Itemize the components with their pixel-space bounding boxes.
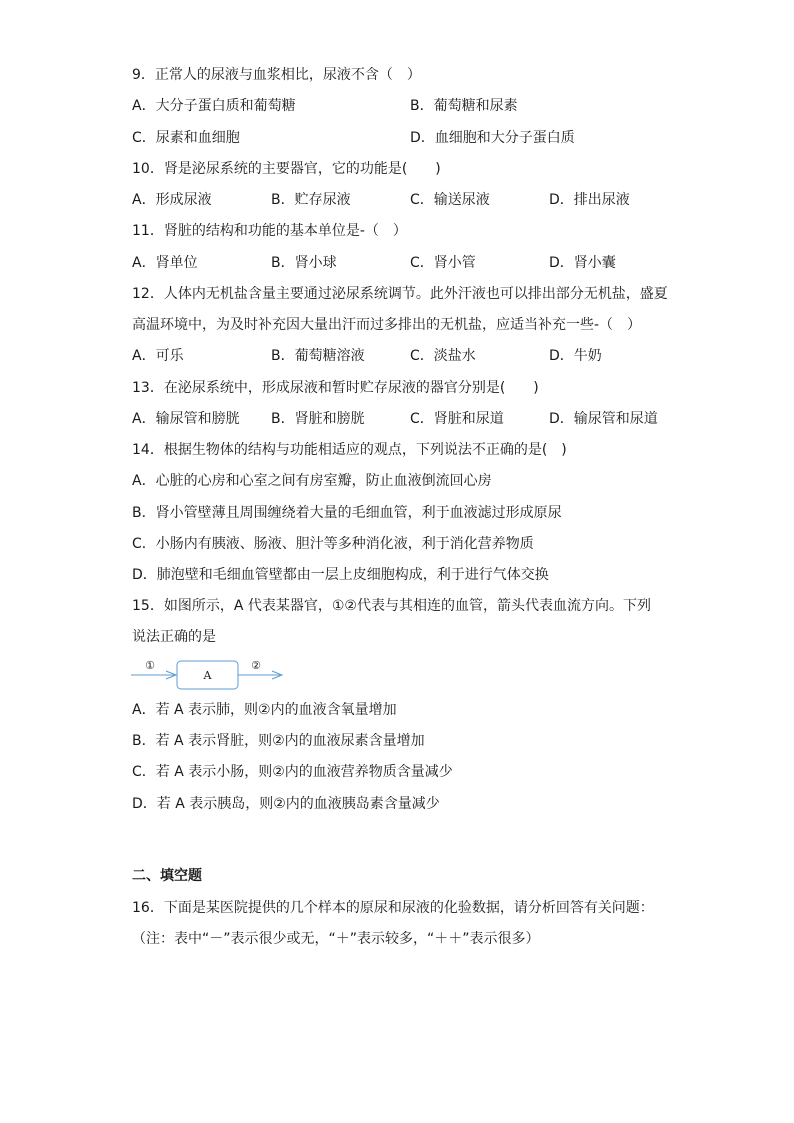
question-14-option-d: D．肺泡壁和毛细血管壁都由一层上皮细胞构成，利于进行气体交换 <box>132 567 549 583</box>
question-11-option-d: D．肾小囊 <box>549 255 616 271</box>
section-title-fill-in: 二、填空题 <box>132 868 202 884</box>
question-12-stem-line-1: 12．人体内无机盐含量主要通过泌尿系统调节。此外汗液也可以排出部分无机盐，盛夏 <box>132 286 668 302</box>
question-15-stem-line-2: 说法正确的是 <box>132 629 216 645</box>
question-10-option-d: D．排出尿液 <box>549 192 630 208</box>
organ-a-label: A <box>203 669 212 682</box>
question-15-option-c: C．若 A 表示小肠，则②内的血液营养物质含量减少 <box>132 764 453 780</box>
question-11-stem: 11．肾脏的结构和功能的基本单位是-（ ） <box>132 223 407 239</box>
question-12-option-a: A．可乐 <box>132 348 184 364</box>
question-12-option-b: B．葡萄糖溶液 <box>271 348 365 364</box>
vessel-2-label: ② <box>251 659 261 672</box>
question-10-option-c: C．输送尿液 <box>410 192 490 208</box>
question-14-option-c: C．小肠内有胰液、肠液、胆汁等多种消化液，利于消化营养物质 <box>132 536 534 552</box>
question-10-option-b: B．贮存尿液 <box>271 192 351 208</box>
question-13-option-b: B．肾脏和膀胱 <box>271 411 365 427</box>
question-15-option-d: D．若 A 表示胰岛，则②内的血液胰岛素含量减少 <box>132 796 440 812</box>
question-13-stem: 13．在泌尿系统中，形成尿液和暂时贮存尿液的器官分别是( ) <box>132 380 539 396</box>
question-12-stem-line-2: 高温环境中，为及时补充因大量出汗而过多排出的无机盐，应适当补充一些-（ ） <box>132 317 642 333</box>
vessel-1-label: ① <box>145 659 155 672</box>
question-14-stem: 14．根据生物体的结构与功能相适应的观点，下列说法不正确的是( ) <box>132 442 567 458</box>
question-16-stem-line-1: 16．下面是某医院提供的几个样本的原尿和尿液的化验数据，请分析回答有关问题： <box>132 900 654 916</box>
question-10-option-a: A．形成尿液 <box>132 192 212 208</box>
question-13-option-a: A．输尿管和膀胱 <box>132 411 240 427</box>
blood-flow-diagram <box>130 658 290 690</box>
question-9-option-b: B．葡萄糖和尿素 <box>410 98 518 114</box>
question-12-option-c: C．淡盐水 <box>410 348 476 364</box>
question-15-option-b: B．若 A 表示肾脏，则②内的血液尿素含量增加 <box>132 733 425 749</box>
question-9-option-d: D．血细胞和大分子蛋白质 <box>410 130 575 146</box>
question-13-option-d: D．输尿管和尿道 <box>549 411 658 427</box>
question-10-stem: 10．肾是泌尿系统的主要器官，它的功能是( ) <box>132 161 441 177</box>
question-15-stem-line-1: 15．如图所示，A 代表某器官，①②代表与其相连的血管，箭头代表血流方向。下列 <box>132 598 651 614</box>
question-9-option-c: C．尿素和血细胞 <box>132 130 240 146</box>
question-11-option-a: A．肾单位 <box>132 255 198 271</box>
question-9-stem: 9．正常人的尿液与血浆相比，尿液不含（ ） <box>132 67 421 83</box>
question-14-option-b: B．肾小管壁薄且周围缠绕着大量的毛细血管，利于血液滤过形成原尿 <box>132 505 562 521</box>
question-12-option-d: D．牛奶 <box>549 348 602 364</box>
question-14-option-a: A．心脏的心房和心室之间有房室瓣，防止血液倒流回心房 <box>132 473 492 489</box>
question-11-option-c: C．肾小管 <box>410 255 476 271</box>
question-16-stem-line-2: （注：表中“－”表示很少或无，“＋”表示较多，“＋＋”表示很多） <box>132 931 540 947</box>
question-13-option-c: C．肾脏和尿道 <box>410 411 504 427</box>
question-9-option-a: A．大分子蛋白质和葡萄糖 <box>132 98 296 114</box>
question-11-option-b: B．肾小球 <box>271 255 337 271</box>
question-15-option-a: A．若 A 表示肺，则②内的血液含氧量增加 <box>132 702 397 718</box>
